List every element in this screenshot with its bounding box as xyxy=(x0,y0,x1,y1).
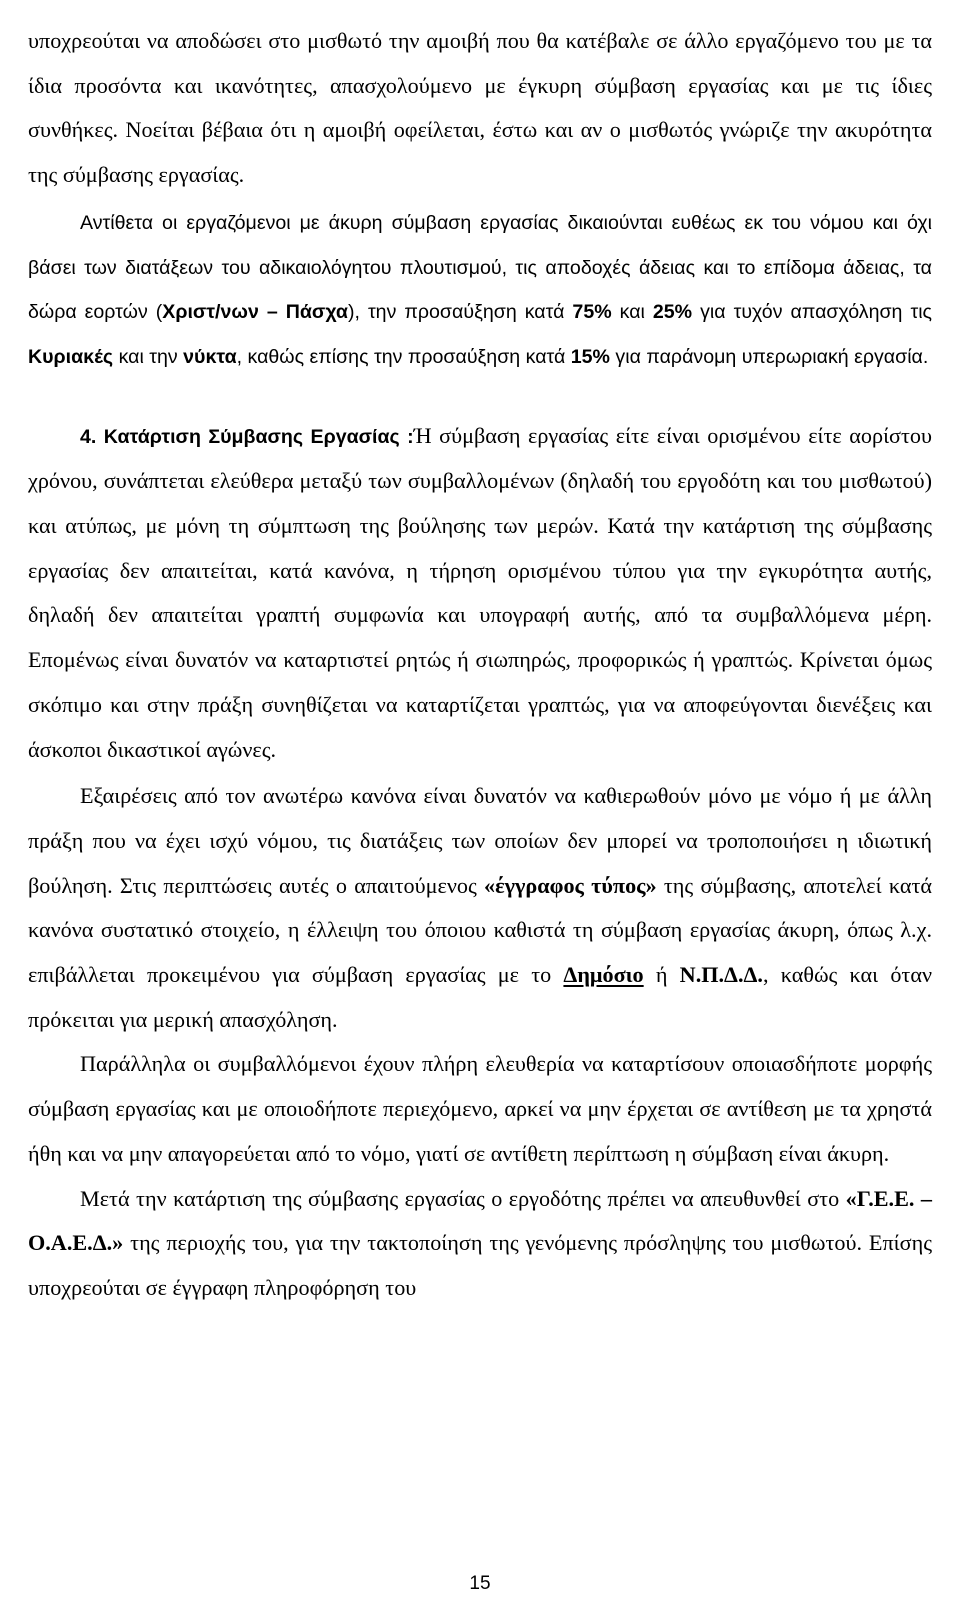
text-run: για παράνομη υπερωριακή εργασία. xyxy=(609,345,929,368)
text-run: της σύμβασης, αποτελεί κατά κανόνα συστατικό στοιχείο, η έλλειψη του όποιου καθιστά τη σύμβαση εργασίας άκυρη, όπως λ.χ. επιβάλλεται προκειμένου για σύμβαση εργασίας με το xyxy=(28,872,932,988)
paragraph-text: υποχρεούται να αποδώσει στο μισθωτό την αμοιβή που θα κατέβαλε σε άλλο εργαζόμενο του με τα ίδια προσόντα και ικανότητες, απασχολούμενο με έγκυρη σύμβαση εργασίας και με τις ίδιες συνθήκες. Νοείται βέβαια ότι η αμοιβή οφείλεται, έστω και αν ο μισθωτός γνώριζε την ακυρότητα της σύμβασης εργασίας. xyxy=(28,28,932,188)
section-4-paragraph xyxy=(28,414,932,773)
organization-term: «Γ.Ε.Ε. – Ο.Α.Ε.Δ.» xyxy=(28,1185,932,1256)
percent-75: 75% xyxy=(572,301,612,324)
holidays-term: Χριστ/νων – Πάσχα xyxy=(162,301,348,324)
text-run: Μετά την κατάρτιση της σύμβασης εργασίας ο εργοδότης πρέπει να απευθυνθεί στο xyxy=(80,1185,846,1211)
paragraph-text: Παράλληλα οι συμβαλλόμενοι έχουν πλήρη ελευθερία να καταρτίσουν οποιασδήποτε μορφής σύμβαση εργασίας και με οποιοδήποτε περιεχόμενο, αρκεί να μην έρχεται σε αντίθεση με τα χρηστά ήθη και να μην απαγορεύεται από το νόμο, γιατί σε αντίθετη περίπτωση η σύμβαση είναι άκυρη. xyxy=(28,1051,932,1166)
percent-25: 25% xyxy=(652,301,693,324)
paragraph-freedom-of-contract xyxy=(28,1042,932,1176)
written-form-term: «έγγραφος τύπος» xyxy=(484,872,657,898)
document-page xyxy=(28,0,932,1300)
paragraph-exceptions xyxy=(28,774,932,1042)
text-run: Αντίθετα οι εργαζόμενοι με άκυρη σύμβαση εργασίας δικαιούνται ευθέως εκ του νόμου και όχι βάσει των διατάξεων του αδικαιολόγητου πλουτισμού, τις αποδοχές άδειας και το επίδομα άδειας, τα δώρα εορτών ( xyxy=(28,211,932,324)
text-run: και xyxy=(611,301,653,324)
text-run: της περιοχής του, για την τακτοποίηση της γενόμενης πρόσληψης του μισθωτού. Επίσης υποχρεούται σε έγγραφη πληροφόρηση του xyxy=(28,1230,932,1300)
percent-15: 15% xyxy=(570,345,610,368)
paragraph-text: Ή σύμβαση εργασίας είτε είναι ορισμένου είτε αορίστου χρόνου, συνάπτεται ελεύθερα μεταξύ των συμβαλλομένων (δηλαδή του εργοδότη και του μισθωτού) και ατύπως, με μόνη τη σύμπτωση της βούλησης των μερών. Κατά την κατάρτιση της σύμβασης εργασίας δεν απαιτείται, κατά κανόνα, η τήρηση ορισμένου τύπου για την εγκυρότητα αυτής, δηλαδή δεν απαιτείται γραπτή συμφωνία και υπογραφή αυτής, από τα συμβαλλόμενα μέρη. Επομένως είναι δυνατόν να καταρτιστεί ρητώς ή σιωπηρώς, προφορικώς ή γραπτώς. Κρίνεται όμως σκόπιμο και στην πράξη συνηθίζεται να καταρτίζεται γραπτώς, για να αποφεύγονται διενέξεις και άσκοποι δικαστικοί αγώνες. xyxy=(28,422,932,762)
text-run: ή xyxy=(643,962,680,988)
text-run: για τυχόν απασχόληση τις xyxy=(692,301,932,324)
paragraph-wage-obligation xyxy=(28,19,932,198)
sundays-term: Κυριακές xyxy=(28,345,114,368)
text-run: Εξαιρέσεις από τον ανωτέρω κανόνα είναι δυνατόν να καθιερωθούν μόνο με νόμο ή με άλλη πράξη που να έχει ισχύ νόμου, τις διατάξεις των οποίων δεν μπορεί να τροποποιήσει η ιδιωτική βούληση. Στις περιπτώσεις αυτές ο απαιτούμενος xyxy=(28,783,932,898)
section-heading: 4. Κατάρτιση Σύμβασης Εργασίας : xyxy=(80,425,414,448)
paragraph-void-contract-rights xyxy=(28,201,932,380)
night-term: νύκτα xyxy=(183,345,237,368)
paragraph-employer-registration xyxy=(28,1177,932,1311)
text-run: ), την προσαύξηση κατά xyxy=(347,301,573,324)
text-run: και την xyxy=(113,345,184,368)
public-sector-term: Δημόσιο xyxy=(563,962,644,988)
text-run: , καθώς επίσης την προσαύξηση κατά xyxy=(236,345,571,368)
npdd-term: Ν.Π.Δ.Δ. xyxy=(679,962,763,988)
text-run: , καθώς και όταν πρόκειται για μερική απασχόληση. xyxy=(28,962,932,1032)
page-number: 15 xyxy=(469,1573,491,1594)
